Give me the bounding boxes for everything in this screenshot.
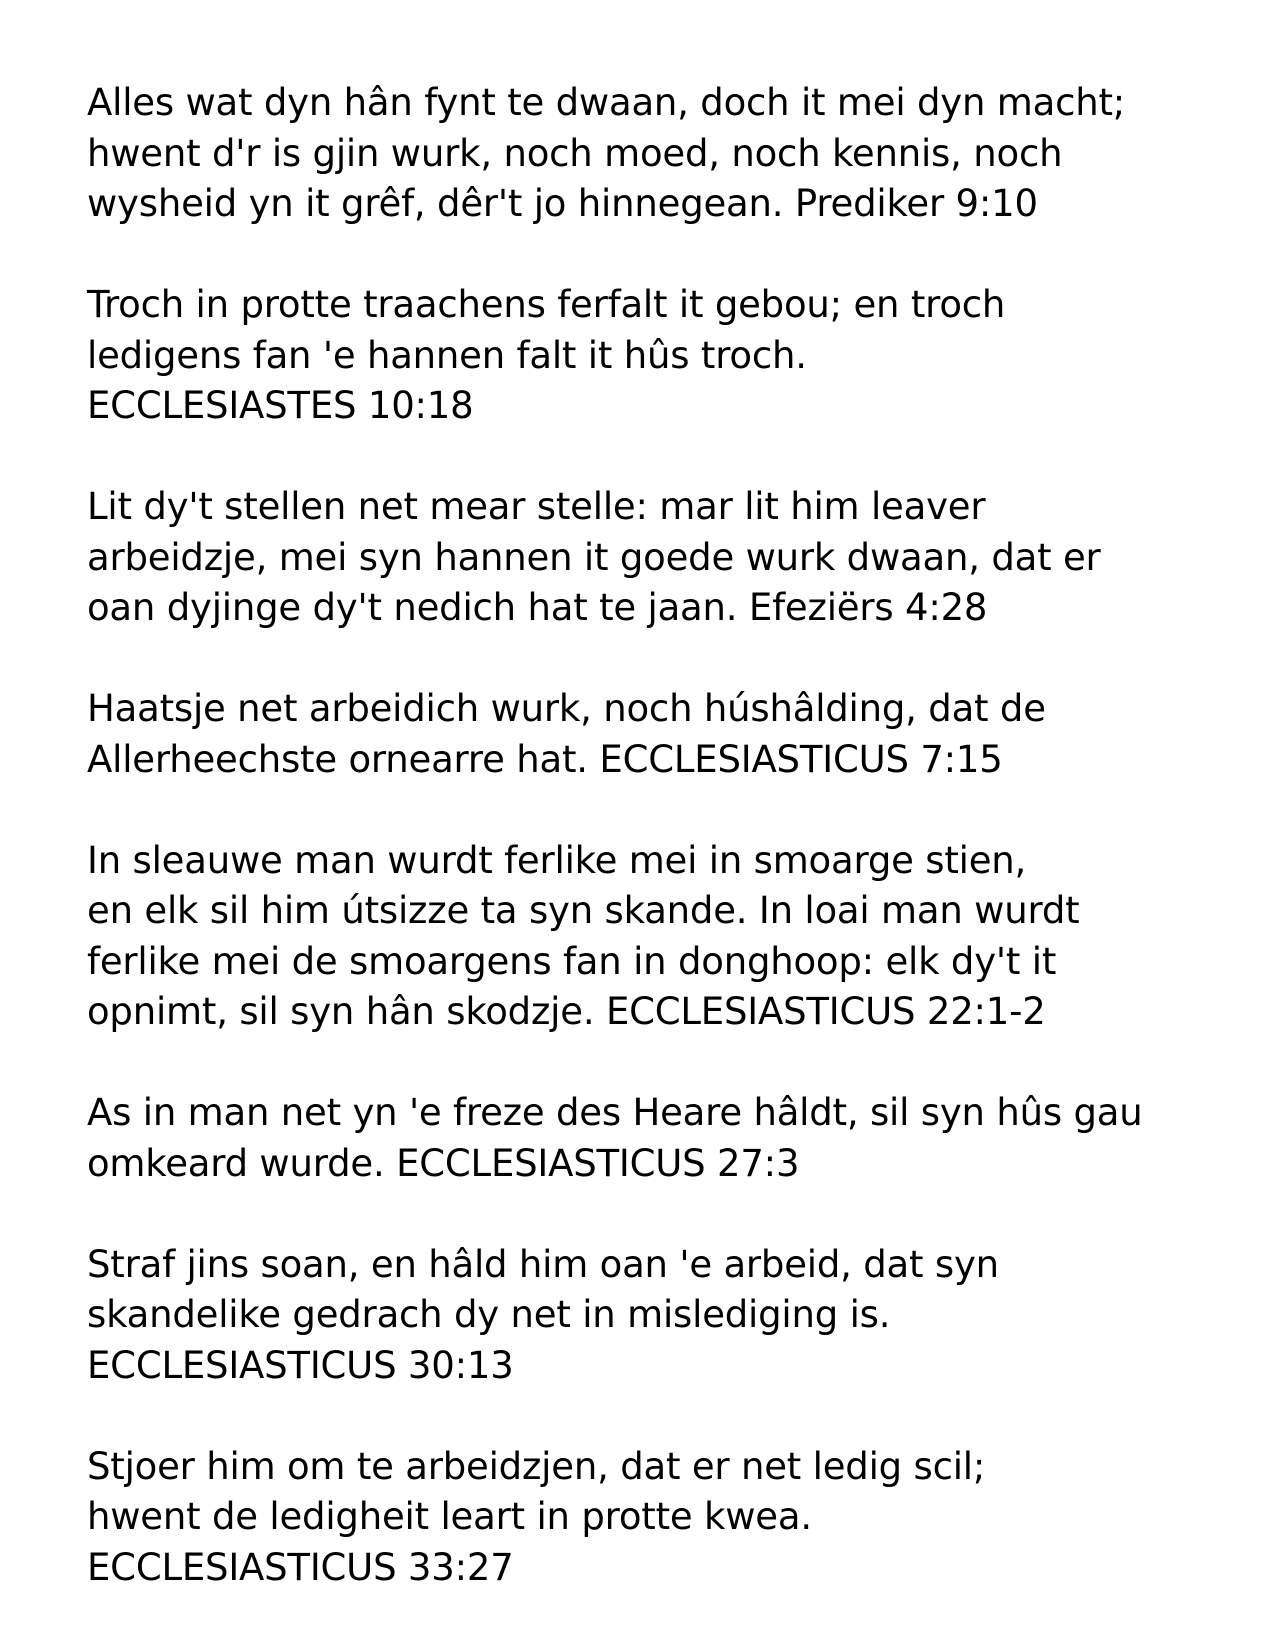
verse-block [87,482,1237,634]
verse-line: Stjoer him om te arbeidzjen, dat er net ledig scil; [87,1444,986,1488]
verse-line: Troch in protte traachens ferfalt it gebou; en troch [87,283,1006,326]
verse-line: In sleauwe man wurdt ferlike mei in smoarge stien, [87,838,1027,882]
verse-line: ECCLESIASTES 10:18 [87,384,474,427]
verse-line: opnimt, sil syn hân skodzje. ECCLESIASTICUS 22:1-2 [87,990,1046,1033]
verse-line: omkeard wurde. ECCLESIASTICUS 27:3 [87,1141,800,1185]
verse-block [87,1088,1237,1189]
verse-block [87,1442,1237,1594]
verse-line: wysheid yn it grêf, dêr't jo hinnegean. Prediker 9:10 [87,182,1038,225]
verse-line: oan dyjinge dy't nedich hat te jaan. Efeziërs 4:28 [87,586,988,629]
verse-line: hwent d'r is gjin wurk, noch moed, noch kennis, noch [87,131,1063,175]
verse-block [87,684,1237,785]
verse-line: As in man net yn 'e freze des Heare hâldt, sil syn hûs gau [87,1091,1143,1134]
verse-line: Alles wat dyn hân fynt te dwaan, doch it mei dyn macht; [87,81,1126,124]
verse-line: ferlike mei de smoargens fan in donghoop: elk dy't it [87,939,1057,983]
verse-block [87,836,1237,1038]
verse-block [87,78,1237,230]
verse-line: Lit dy't stellen net mear stelle: mar lit him leaver [87,485,986,528]
verse-line: Allerheechste ornearre hat. ECCLESIASTICUS 7:15 [87,737,1003,781]
verse-line: Haatsje net arbeidich wurk, noch húshâlding, dat de [87,687,1046,730]
verse-line: Straf jins soan, en hâld him oan 'e arbeid, dat syn [87,1242,999,1286]
document-page [87,78,1237,1644]
verse-line: en elk sil him útsizze ta syn skande. In loai man wurdt [87,889,1080,932]
verse-line: ECCLESIASTICUS 33:27 [87,1545,514,1589]
verse-line: ledigens fan 'e hannen falt it hûs troch. [87,333,807,377]
verse-line: skandelike gedrach dy net in mislediging is. [87,1293,891,1336]
verse-line: arbeidzje, mei syn hannen it goede wurk dwaan, dat er [87,535,1101,579]
verse-block [87,280,1237,432]
verse-block [87,1240,1237,1392]
verse-line: ECCLESIASTICUS 30:13 [87,1343,514,1387]
verse-line: hwent de ledigheit leart in protte kwea. [87,1495,812,1538]
